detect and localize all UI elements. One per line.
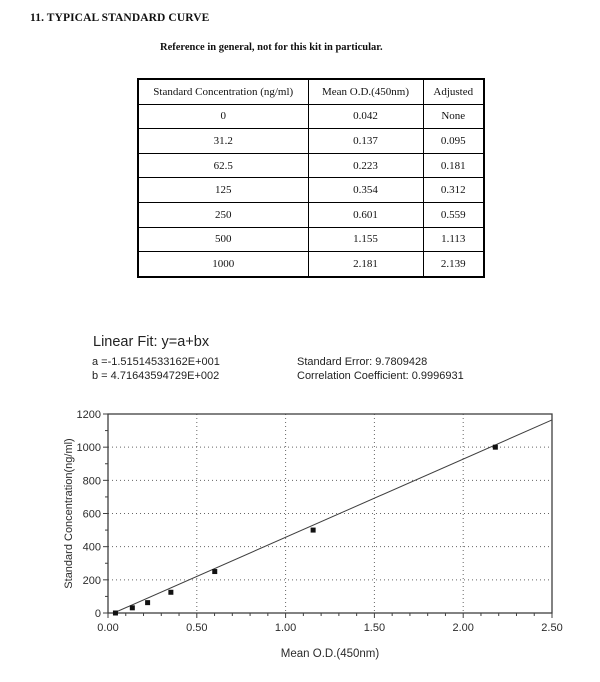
data-point: [212, 569, 217, 574]
standard-curve-chart: [0, 400, 600, 682]
table-row: [138, 178, 484, 203]
table-cell: 0.354: [308, 178, 423, 203]
plot-frame: [108, 414, 552, 613]
data-point: [493, 445, 498, 450]
table-cell: 1.113: [423, 227, 484, 252]
y-tick-label: 400: [82, 541, 101, 554]
table-cell: 500: [138, 227, 308, 252]
table-cell: 0.312: [423, 178, 484, 203]
standard-error: Standard Error: 9.7809428: [297, 356, 428, 368]
y-tick-label: 200: [82, 574, 101, 587]
x-tick-label: 0.50: [186, 622, 208, 634]
x-tick-label: 2.00: [452, 622, 474, 634]
table-cell: 0: [138, 104, 308, 129]
data-point: [113, 611, 118, 616]
table-cell: 125: [138, 178, 308, 203]
table-cell: 1000: [138, 252, 308, 277]
correlation-coefficient: Correlation Coefficient: 0.9996931: [297, 370, 464, 382]
table-header: [138, 79, 484, 104]
column-header: Adjusted: [423, 79, 484, 104]
reference-note: Reference in general, not for this kit in particular.: [160, 42, 383, 53]
table-row: [138, 104, 484, 129]
table-cell: 31.2: [138, 129, 308, 154]
y-tick-label: 0: [94, 608, 101, 620]
coefficient-a: a =-1.51514533162E+001: [92, 356, 220, 368]
y-axis-title: Standard Concentration(ng/ml): [63, 438, 75, 589]
data-point: [130, 605, 135, 610]
x-tick-label: 2.50: [541, 622, 563, 634]
table-cell: 250: [138, 202, 308, 227]
table-row: [138, 153, 484, 178]
table-cell: 0.223: [308, 153, 423, 178]
table-row: [138, 227, 484, 252]
column-header: Standard Concentration (ng/ml): [138, 79, 308, 104]
y-tick-label: 1000: [76, 442, 101, 455]
table-header-row: [138, 79, 484, 104]
table-row: [138, 252, 484, 277]
linear-fit-title: Linear Fit: y=a+bx: [93, 334, 210, 350]
x-axis-title: Mean O.D.(450nm): [280, 648, 380, 660]
data-point: [168, 590, 173, 595]
table-cell: 0.181: [423, 153, 484, 178]
section-title: 11. TYPICAL STANDARD CURVE: [30, 12, 210, 24]
table-body: [138, 104, 484, 277]
table-cell: 0.095: [423, 129, 484, 154]
table-cell: None: [423, 104, 484, 129]
table-cell: 62.5: [138, 153, 308, 178]
table-cell: 2.181: [308, 252, 423, 277]
x-tick-label: 0.00: [97, 622, 119, 634]
table-cell: 0.042: [308, 104, 423, 129]
y-tick-label: 1200: [76, 409, 101, 421]
x-tick-label: 1.50: [363, 622, 386, 634]
table-row: [138, 129, 484, 154]
table-row: [138, 202, 484, 227]
column-header: Mean O.D.(450nm): [308, 79, 423, 104]
table-cell: 1.155: [308, 227, 423, 252]
data-point: [145, 600, 150, 605]
x-tick-label: 1.00: [274, 622, 297, 634]
table-cell: 0.559: [423, 202, 484, 227]
table-cell: 0.137: [308, 129, 423, 154]
fit-line: [114, 420, 552, 613]
y-tick-label: 600: [82, 508, 101, 521]
table-cell: 2.139: [423, 252, 484, 277]
data-point: [311, 528, 316, 533]
coefficient-b: b = 4.71643594729E+002: [92, 370, 220, 382]
y-tick-label: 800: [82, 475, 101, 488]
table-cell: 0.601: [308, 202, 423, 227]
standards-table: [137, 78, 485, 278]
